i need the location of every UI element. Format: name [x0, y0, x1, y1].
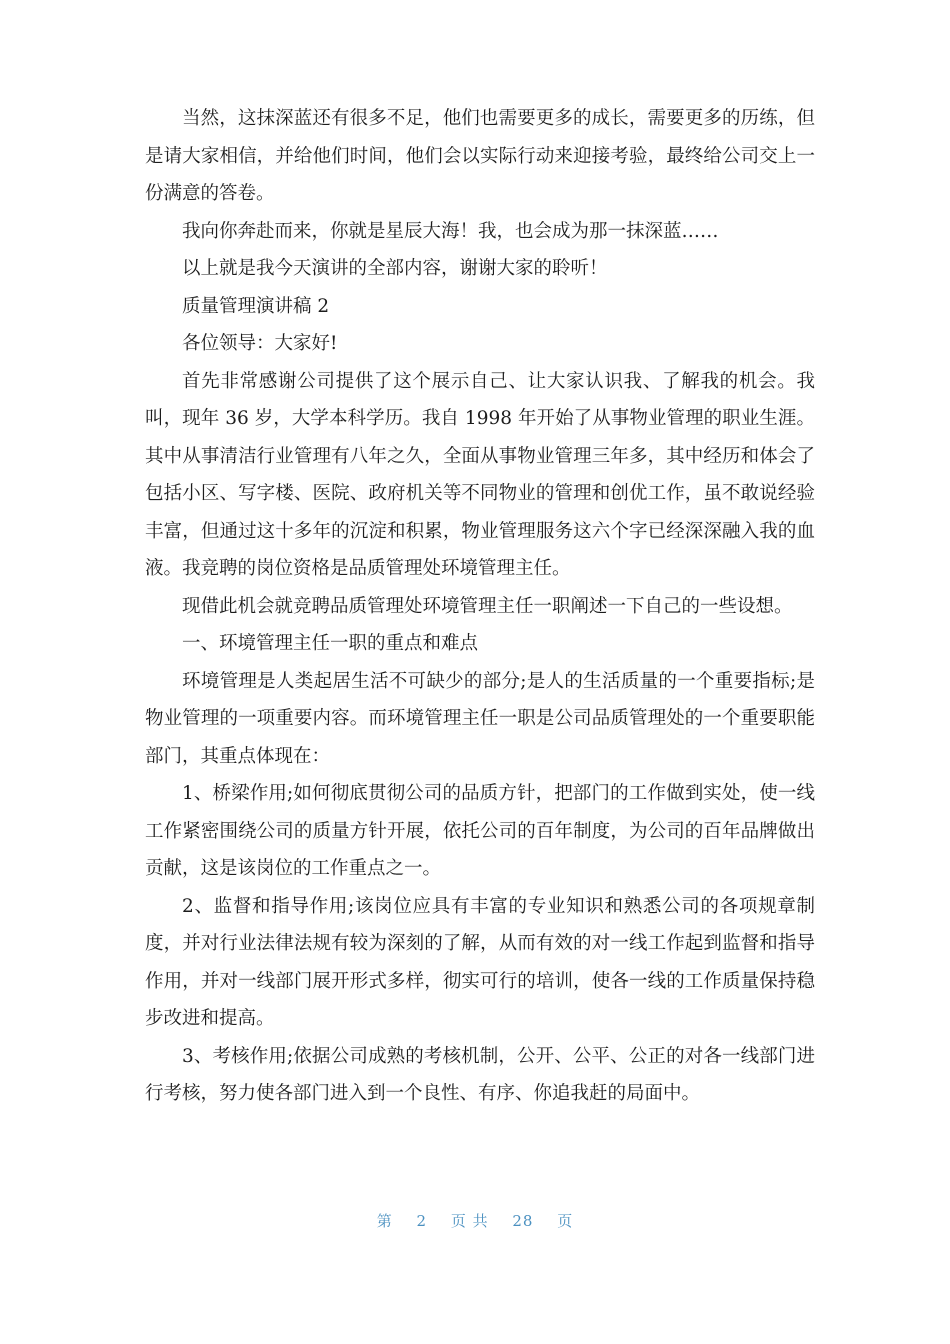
list-item: 2、监督和指导作用;该岗位应具有丰富的专业知识和熟悉公司的各项规章制度，并对行业法律法规有较为深刻的了解，从而有效的对一线工作起到监督和指导作用，并对一线部门展开形式多样，彻实可行的培训，使各一线的工作质量保持稳步改进和提高。: [145, 895, 815, 1029]
subsection-heading: 一、环境管理主任一职的重点和难点: [182, 633, 479, 654]
list-item: 1、桥梁作用;如何彻底贯彻公司的品质方针，把部门的工作做到实处，使一线工作紧密围绕公司的质量方针开展，依托公司的百年制度，为公司的百年品牌做出贡献，这是该岗位的工作重点之一。: [145, 783, 815, 879]
paragraph: 现借此机会就竞聘品质管理处环境管理主任一职阐述一下自己的一些设想。: [182, 595, 793, 617]
paragraph: 以上就是我今天演讲的全部内容，谢谢大家的聆听！: [182, 258, 608, 279]
page-number-footer: [0, 1210, 950, 1231]
page-label-suffix: 页: [557, 1212, 574, 1230]
page-label-mid: 页 共: [450, 1212, 489, 1230]
document-body: [145, 100, 815, 1113]
greeting: 各位领导：大家好!: [182, 333, 338, 354]
paragraph: 环境管理是人类起居生活不可缺少的部分;是人的生活质量的一个重要指标;是物业管理的一项重要内容。而环境管理主任一职是公司品质管理处的一个重要职能部门，其重点体现在：: [145, 670, 815, 767]
section-title: 质量管理演讲稿 2: [182, 295, 330, 317]
current-page-number: 2: [416, 1212, 428, 1230]
total-pages-number: 28: [512, 1212, 534, 1230]
paragraph: 我向你奔赴而来，你就是星辰大海！我，也会成为那一抹深蓝……: [182, 220, 719, 242]
paragraph: 首先非常感谢公司提供了这个展示自己、让大家认识我、了解我的机会。我叫，现年 36 岁，大学本科学历。我自 1998 年开始了从事物业管理的职业生涯。其中从事清洁行业管理有八年之久，全面从事物业管理三年多，其中经历和体会了包括小区、写字楼、医院、政府机关等不同物业的管理和创优工作，虽不敢说经验丰富，但通过这十多年的沉淀和积累，物业管理服务这六个字已经深深融入我的血液。我竞聘的岗位资格是品质管理处环境管理主任。: [145, 370, 815, 579]
page-label-prefix: 第: [376, 1212, 393, 1230]
list-item: 3、考核作用;依据公司成熟的考核机制，公开、公平、公正的对各一线部门进行考核，努力使各部门进入到一个良性、有序、你追我赶的局面中。: [145, 1045, 815, 1104]
paragraph: 当然，这抹深蓝还有很多不足，他们也需要更多的成长，需要更多的历练，但是请大家相信，并给他们时间，他们会以实际行动来迎接考验，最终给公司交上一份满意的答卷。: [145, 108, 815, 204]
